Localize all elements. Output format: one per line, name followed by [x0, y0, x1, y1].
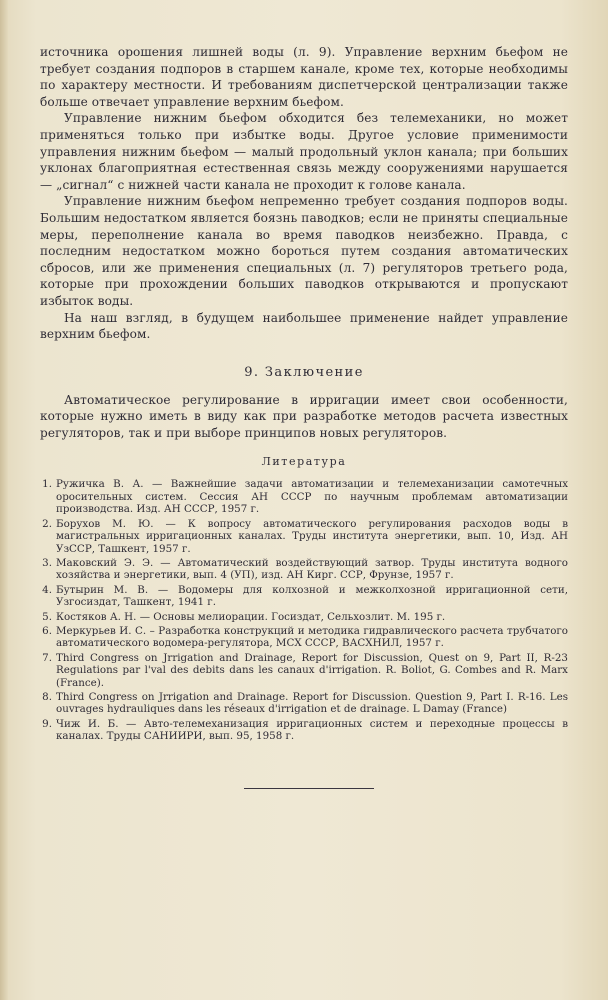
reference-text: Third Congress on Jrrigation and Drainage. Report for Discussion. Question 9, Part I. R-16. Les ouvrages hydrauliques dans les réseaux d'irrigation et de drainage. L Damay (France) [56, 690, 568, 716]
reference-text: Борухов М. Ю. — К вопросу автоматического регулирования расходов воды в магистральных ирригационных каналах. Труды института энергетики, вып. 10, Изд. АН УзССР, Ташкент, 1957 г. [56, 517, 568, 555]
reference-number: 5. [42, 610, 52, 623]
end-rule [244, 788, 374, 789]
paragraph-4: На наш взгляд, в будущем наибольшее применение найдет управление верхним бьефом. [40, 310, 568, 342]
reference-item [40, 518, 568, 555]
reference-text: Third Congress on Jrrigation and Drainage, Report for Discussion, Quest on 9, Part II, R-23 Regulations par l'val des debits dans les canaux d'irrigation. R. Boliot, G. Combes and R. Marx (France). [56, 651, 568, 689]
conclusion-paragraph: Автоматическое регулирование в ирригации имеет свои особенности, которые нужно иметь в виду как при разработке методов расчета известных регуляторов, так и при выборе принципов новых регуляторов. [40, 392, 568, 440]
reference-number: 8. [42, 690, 52, 703]
reference-number: 4. [42, 583, 52, 596]
reference-text: Маковский Э. Э. — Автоматический воздействующий затвор. Труды института водного хозяйства и энергетики, вып. 4 (УП), изд. АН Кирг. ССР, Фрунзе, 1957 г. [56, 556, 568, 582]
reference-item [40, 584, 568, 609]
literature-heading: Литература [261, 455, 347, 469]
reference-text: Бутырин М. В. — Водомеры для колхозной и межколхозной ирригационной сети, Узгосиздат, Ташкент, 1941 г. [56, 583, 568, 609]
paragraph-3: Управление нижним бьефом непременно требует создания подпоров воды. Большим недостатком является боязнь паводков; если не приняты специальные меры, переполнение канала во время паводков неизбежно. Правда, с последним недостатком можно бороться путем создания автоматических сбросов, или же применения специальных (л. 7) регуляторов третьего рода, которые при прохождении больших паводков открываются и пропускают избыток воды. [40, 194, 568, 308]
document-body [40, 44, 568, 745]
reference-item [40, 557, 568, 582]
page-binding-shadow [0, 0, 8, 1000]
reference-number: 7. [42, 651, 52, 664]
reference-number: 9. [42, 717, 52, 730]
paragraph-2: Управление нижним бьефом обходится без телемеханики, но может применяться только при избытке воды. Другое условие применимости управления нижним бьефом — малый продольный уклон канала; при больших уклонах благоприятная естественная связь между сооружениями нарушается — „сигнал“ с нижней части канала не проходит к голове канала. [40, 111, 568, 192]
reference-item [40, 691, 568, 716]
reference-number: 6. [42, 624, 52, 637]
reference-item [40, 478, 568, 515]
reference-number: 3. [42, 556, 52, 569]
reference-number: 2. [42, 517, 52, 530]
section-title: 9. Заключение [244, 364, 364, 380]
reference-item [40, 718, 568, 743]
reference-text: Чиж И. Б. — Авто-телемеханизация ирригационных систем и переходные процессы в каналах. Труды САНИИРИ, вып. 95, 1958 г. [56, 717, 568, 743]
reference-item [40, 652, 568, 689]
reference-text: Меркурьев И. С. – Разработка конструкций и методика гидравлического расчета трубчатого автоматического водомера-регулятора, МСХ СССР, ВАСХНИЛ, 1957 г. [56, 624, 568, 650]
reference-text: Ружичка В. А. — Важнейшие задачи автоматизации и телемеханизации самотечных оросительных систем. Сессия АН СССР по научным проблемам автоматизации производства. Изд. АН СССР, 1957 г. [56, 478, 568, 516]
paragraph-1: источника орошения лишней воды (л. 9). Управление верхним бьефом не требует создания подпоров в старшем канале, кроме тех, которые необходимы по характеру местности. И требованиям диспетчерской централизации также больше отвечает управление верхним бьефом. [40, 45, 568, 109]
reference-item [40, 625, 568, 650]
reference-list [40, 478, 568, 742]
reference-item [40, 611, 568, 623]
reference-number: 1. [42, 478, 52, 491]
reference-text: Костяков А. Н. — Основы мелиорации. Госиздат, Сельхозлит. М. 195 г. [56, 610, 446, 623]
